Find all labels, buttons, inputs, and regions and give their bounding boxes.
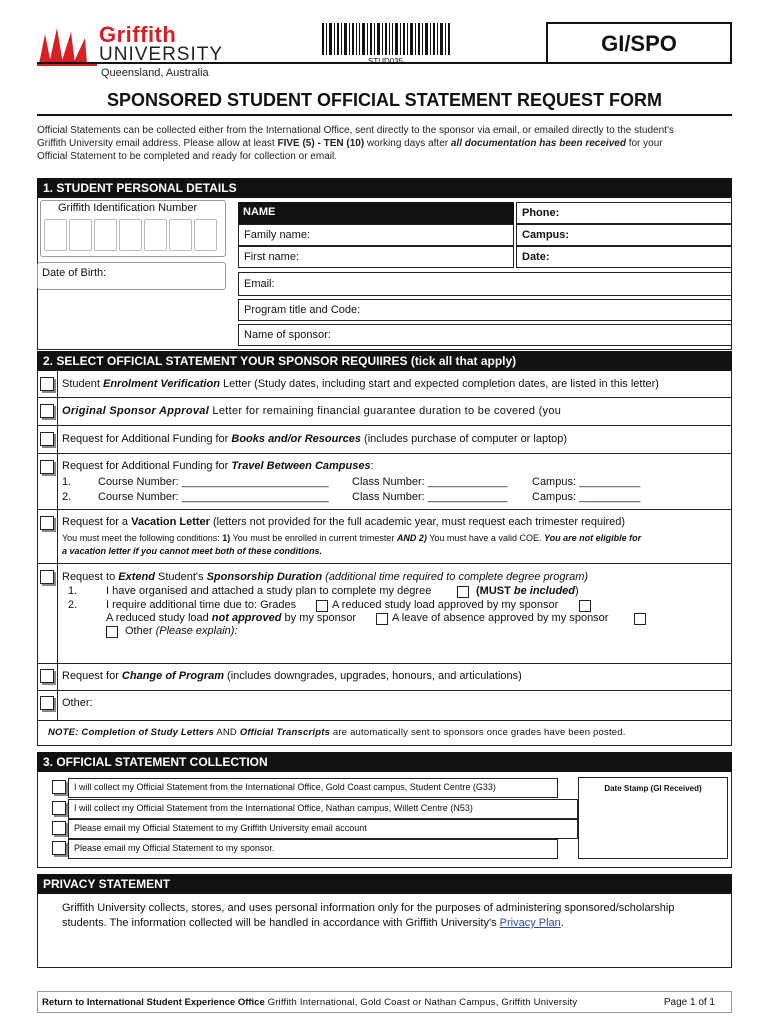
extend-num: 1.: [68, 585, 78, 597]
intro-days: FIVE (5) - TEN (10): [277, 138, 365, 149]
extend-must: [476, 585, 579, 597]
opt1-text-b: Enrolment Verification: [102, 378, 220, 390]
collect-nathan: I will collect my Official Statement from the International Office, Nathan campus, Willett Centre (N53): [74, 803, 473, 813]
section2-divider: [57, 371, 58, 721]
row-divider: [37, 690, 732, 691]
date-stamp-box: [578, 777, 728, 859]
intro-line1: Official Statements can be collected either from the International Office, sent directly to the sponsor via email, or emailed directly to the student's: [37, 125, 674, 136]
course-row-num: 2.: [62, 491, 72, 503]
opt-change-program: [62, 670, 522, 682]
row-divider: [37, 563, 732, 564]
intro-docs: all documentation has been received: [450, 138, 626, 149]
footer-text: [42, 997, 577, 1008]
opt5-text-a: Request for a: [62, 516, 132, 528]
note-completion: NOTE: Completion of Study Letters: [48, 727, 214, 738]
checkbox-sponsor-approval[interactable]: [40, 404, 54, 418]
checkbox-travel-campuses[interactable]: [40, 460, 54, 474]
checkbox-collect-nathan[interactable]: [52, 801, 66, 815]
row-divider: [37, 453, 732, 454]
intro-text-e: for your: [625, 138, 663, 149]
form-code: GI/SPO: [546, 22, 732, 62]
griffith-logo: [37, 22, 237, 82]
privacy-line2-end: .: [560, 917, 564, 929]
extend-reduced-approved: A reduced study load approved by my sponsor: [332, 599, 559, 611]
opt1-text-a: Student: [62, 378, 103, 390]
class-number-field: Class Number: _____________: [352, 476, 508, 488]
intro-text-a: Griffith University email address. Please allow at least: [37, 138, 278, 149]
opt6-text-b: Extend: [118, 571, 155, 583]
opt-travel-campuses: [62, 460, 374, 472]
checkbox-email-student[interactable]: [52, 821, 66, 835]
program-label: Program title and Code:: [244, 304, 361, 316]
row-divider: [37, 720, 732, 721]
included-text: be included: [513, 585, 576, 597]
not-approved-b: not approved: [211, 612, 282, 624]
sponsor-field[interactable]: [238, 324, 732, 346]
footer-bold: Return to International Student Experience Office: [42, 997, 265, 1008]
phone-field[interactable]: [516, 202, 732, 224]
checkbox-study-plan[interactable]: [457, 586, 469, 598]
extend-study-plan: I have organised and attached a study plan to complete my degree: [106, 585, 432, 597]
opt7-text-a: Request for: [62, 670, 122, 682]
other-b: (Please explain):: [155, 625, 238, 637]
opt4-text-b: Travel Between Campuses: [231, 460, 371, 472]
email-label: Email:: [244, 278, 275, 290]
checkbox-extend-sponsorship[interactable]: [40, 570, 54, 584]
program-field[interactable]: [238, 299, 732, 321]
gid-digit-2[interactable]: [69, 219, 92, 251]
checkbox-email-sponsor[interactable]: [52, 841, 66, 855]
opt2-text-b: Letter for remaining financial guarantee duration to be covered (you: [209, 405, 562, 417]
email-field[interactable]: [238, 272, 732, 296]
privacy-heading: PRIVACY STATEMENT: [37, 874, 732, 894]
date-label: Date:: [522, 251, 550, 263]
opt3-text-a: Request for Additional Funding for: [62, 433, 232, 445]
gid-box: [40, 200, 226, 257]
date-stamp-label: Date Stamp (GI Received): [604, 784, 702, 793]
checkbox-change-program[interactable]: [40, 669, 54, 683]
other-a: Other: [125, 625, 156, 637]
note-e: You must have a valid COE.: [426, 533, 544, 543]
title-rule: [37, 62, 732, 64]
opt-enrolment-verification: [62, 378, 659, 390]
gid-digit-1[interactable]: [44, 219, 67, 251]
row-divider: [37, 663, 732, 664]
opt6-text-a: Request to: [62, 571, 119, 583]
intro-text-c: working days after: [364, 138, 451, 149]
opt6-text-e: (additional time required to complete degree program): [322, 571, 589, 583]
checkbox-grades[interactable]: [316, 600, 328, 612]
opt2-text-a: Original Sponsor Approval: [62, 405, 210, 417]
email-sponsor: Please email my Official Statement to my sponsor.: [74, 843, 275, 853]
checkbox-leave-absence[interactable]: [634, 613, 646, 625]
name-header: NAME: [238, 202, 514, 224]
campus-label: Campus:: [522, 229, 570, 241]
completion-note: [48, 727, 626, 738]
title-rule-bottom: [37, 114, 732, 116]
gid-digit-3[interactable]: [94, 219, 117, 251]
checkbox-other[interactable]: [40, 696, 54, 710]
checkbox-collect-gold-coast[interactable]: [52, 780, 66, 794]
barcode-text: STUD035: [368, 57, 404, 66]
opt3-text-c: (includes purchase of computer or laptop): [360, 433, 568, 445]
griffith-logo-icon: [37, 26, 99, 66]
opt4-text-a: Request for Additional Funding for: [62, 460, 232, 472]
section2-heading: 2. SELECT OFFICIAL STATEMENT YOUR SPONSOR REQUIIRES (tick all that apply): [37, 351, 732, 371]
campus-field: Campus: __________: [532, 476, 641, 488]
opt7-text-b: Change of Program: [121, 670, 224, 682]
dob-field[interactable]: [37, 262, 226, 290]
vacation-note-line1: [62, 532, 730, 545]
family-name-label: Family name:: [244, 229, 311, 241]
section1-heading: 1. STUDENT PERSONAL DETAILS: [37, 178, 732, 198]
opt-extend-sponsorship: [62, 571, 588, 583]
page-title: SPONSORED STUDENT OFFICIAL STATEMENT REQUEST FORM: [106, 90, 662, 110]
barcode-icon: [322, 23, 450, 55]
opt5-text-b: Vacation Letter: [131, 516, 210, 528]
vacation-note-line2: a vacation letter if you cannot meet both of these conditions.: [62, 546, 323, 556]
extend-other: [125, 625, 238, 637]
family-name-field[interactable]: [238, 224, 514, 246]
footer: [37, 991, 732, 1013]
row-divider: [37, 509, 732, 510]
note-c: You must be enrolled in current trimester: [230, 533, 397, 543]
note-d: AND 2): [396, 533, 427, 543]
page-number: Page 1 of 1: [663, 997, 715, 1008]
email-student: Please email my Official Statement to my Griffith University email account: [74, 823, 367, 833]
campus-field: Campus: __________: [532, 491, 641, 503]
logo-place: Queensland, Australia: [101, 67, 209, 79]
opt5-text-c: (letters not provided for the full academic year, must request each trimester required): [209, 516, 626, 528]
extend-num: 2.: [68, 599, 78, 611]
intro-line3: Official Statement to be completed and ready for collection or email.: [37, 151, 337, 162]
opt1-text-c: Letter (Study dates, including start and expected completion dates, are listed in this letter): [219, 378, 659, 390]
note-transcripts: Official Transcripts: [239, 727, 331, 738]
opt-sponsor-approval: [62, 405, 561, 417]
section3-heading: 3. OFFICIAL STATEMENT COLLECTION: [37, 752, 732, 772]
course-number-field: Course Number: ________________________: [98, 491, 329, 503]
privacy-text: [62, 901, 727, 931]
checkbox-books-resources[interactable]: [40, 432, 54, 446]
checkbox-reduced-approved[interactable]: [579, 600, 591, 612]
must-text: (MUST: [476, 585, 514, 597]
phone-label: Phone:: [522, 207, 560, 219]
note-f: You are not eligible for: [543, 533, 642, 543]
privacy-line1: Griffith University collects, stores, and uses personal information only for the purposes of administering sponsored/scholarship: [62, 902, 675, 914]
note-rest: are automatically sent to sponsors once grades have been posted.: [330, 727, 626, 738]
class-number-field: Class Number: _____________: [352, 491, 508, 503]
gid-digit-5[interactable]: [144, 219, 167, 251]
not-approved-c: by my sponsor: [281, 612, 357, 624]
opt-other: Other:: [62, 697, 93, 709]
row-divider: [37, 397, 732, 398]
checkbox-other-explain[interactable]: [106, 626, 118, 638]
logo-sub: UNIVERSITY: [99, 44, 224, 65]
collect-gold-coast: I will collect my Official Statement from the International Office, Gold Coast campus, Student Centre (G33): [74, 782, 496, 792]
first-name-label: First name:: [244, 251, 300, 263]
checkbox-enrolment-verification[interactable]: [40, 377, 54, 391]
vacation-note: [62, 532, 730, 558]
privacy-line2-text: students. The information collected will be handled in accordance with Griffith University's: [62, 917, 500, 929]
intro-line2: [37, 137, 737, 150]
campus-field[interactable]: [516, 224, 732, 246]
course-number-field: Course Number: ________________________: [98, 476, 329, 488]
gid-digit-7[interactable]: [194, 219, 217, 251]
extend-reduced-not-approved: [106, 612, 356, 624]
date-field[interactable]: [516, 246, 732, 268]
gid-label: Griffith Identification Number: [58, 202, 198, 214]
not-approved-a: A reduced study load: [106, 612, 212, 624]
course-row-num: 1.: [62, 476, 72, 488]
gid-digit-6[interactable]: [169, 219, 192, 251]
opt6-text-c: Student's: [154, 571, 207, 583]
row-divider: [37, 425, 732, 426]
gid-digit-4[interactable]: [119, 219, 142, 251]
checkbox-reduced-not-approved[interactable]: [376, 613, 388, 625]
checkbox-vacation-letter[interactable]: [40, 516, 54, 530]
opt3-text-b: Books and/or Resources: [231, 433, 361, 445]
privacy-line2: [62, 916, 727, 931]
note-and: AND: [214, 727, 240, 738]
opt-books-resources: [62, 433, 567, 445]
privacy-plan-link[interactable]: Privacy Plan: [499, 917, 561, 929]
note-b: 1): [222, 533, 231, 543]
logo-name: Griffith: [99, 22, 177, 47]
note-a: You must meet the following conditions:: [62, 533, 223, 543]
first-name-field[interactable]: [238, 246, 514, 268]
opt4-text-c: :: [370, 460, 374, 472]
extend-grades: I require additional time due to: Grades: [106, 599, 297, 611]
paren-text: ): [575, 585, 579, 597]
sponsor-label: Name of sponsor:: [244, 329, 331, 341]
opt6-text-d: Sponsorship Duration: [206, 571, 323, 583]
dob-label: Date of Birth:: [42, 267, 107, 279]
opt7-text-c: (includes downgrades, upgrades, honours, and articulations): [224, 670, 522, 682]
intro-text: [37, 124, 737, 163]
extend-leave-absence: A leave of absence approved by my sponsor: [392, 612, 609, 624]
footer-rest: Griffith International, Gold Coast or Nathan Campus, Griffith University: [264, 997, 578, 1008]
opt-vacation-letter: [62, 516, 625, 528]
